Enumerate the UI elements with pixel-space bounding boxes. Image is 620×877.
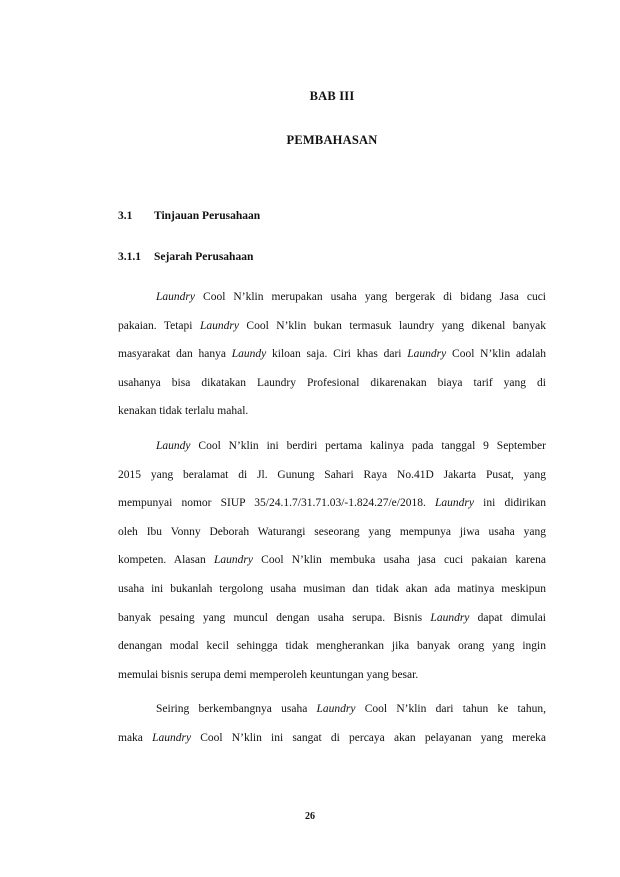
text-run: banyak pesaing yang muncul dengan usaha serupa. Bisnis [118,611,431,624]
text-line [118,518,546,547]
text-run: denangan modal kecil sehingga tidak mengherankan jika banyak orang yang ingin [118,640,546,653]
text-line [118,312,546,341]
paragraph [118,432,546,689]
text-run: Cool N’klin bukan termasuk laundry yang dikenal banyak [238,319,546,332]
text-run: Cool N’klin adalah [446,348,546,361]
text-line [118,695,546,724]
text-line [118,432,546,461]
section-title: Sejarah Perusahaan [154,251,254,263]
text-line [118,724,546,753]
section-heading-3-1 [118,210,260,222]
italic-term: Laundry [316,703,356,716]
section-heading-3-1-1 [118,251,253,263]
chapter-number: BAB III [309,89,355,103]
body-text [118,283,546,753]
text-line [118,369,546,398]
text-run: dapat dimulai [469,611,546,624]
text-run: Seiring berkembangnya usaha [156,703,317,716]
paragraph [118,283,546,426]
text-line [118,283,546,312]
text-run: ini didirikan [474,497,546,510]
text-run: 2015 yang beralamat di Jl. Gunung Sahari Raya No.41D Jakarta Pusat, yang [118,468,546,481]
text-line [118,340,546,369]
text-line [118,632,546,661]
text-run: Cool N’klin ini sangat di percaya akan pelayanan yang mereka [191,731,546,744]
text-line [118,397,546,426]
text-line [118,575,546,604]
text-line [118,661,546,690]
section-number: 3.1.1 [118,251,141,263]
text-run: oleh Ibu Vonny Deborah Waturangi seseorang yang mempunya jiwa usaha yang [118,525,546,538]
text-line [118,489,546,518]
section-number: 3.1 [118,210,133,222]
italic-term: Laundry [156,291,195,303]
page-number: 26 [305,811,315,822]
text-run: masyarakat dan hanya [118,348,232,361]
text-run: Cool N’klin dari tahun ke tahun, [355,703,546,716]
text-run: Cool N’klin membuka usaha jasa cuci pakaian karena [252,554,546,567]
text-run: usahanya bisa dikatakan Laundry Profesional dikarenakan biaya tarif yang di [118,376,546,389]
italic-term: Laundry [152,731,192,744]
text-line [118,546,546,575]
text-run: mempunyai nomor SIUP 35/24.1.7/31.71.03/-1.824.27/e/2018. [118,497,436,510]
italic-term: Laundry [213,554,253,567]
italic-term: Laundy [231,348,267,361]
paragraph [118,695,546,752]
italic-term: Laundry [199,319,239,332]
italic-term: Laundry [435,497,474,510]
text-run: usaha ini bukanlah tergolong usaha musiman dan tidak akan ada matinya meskipun [118,582,546,595]
text-run: kompeten. Alasan [118,554,214,567]
text-run: pakaian. Tetapi [118,319,200,332]
text-run: Cool N’klin merupakan usaha yang bergerak di bidang Jasa cuci [194,291,546,303]
italic-term: Laundy [156,439,191,452]
section-title: Tinjauan Perusahaan [154,210,261,222]
text-run: memulai bisnis serupa demi memperoleh keuntungan yang besar. [118,668,419,681]
italic-term: Laundry [430,611,470,624]
text-line [118,461,546,490]
text-line [118,604,546,633]
text-run: maka [118,731,153,744]
italic-term: Laundry [407,348,447,361]
text-run: Cool N’klin ini berdiri pertama kalinya pada tanggal 9 September [190,439,546,452]
text-run: kiloan saja. Ciri khas dari [266,348,408,361]
text-run: kenakan tidak terlalu mahal. [118,405,249,418]
chapter-title: PEMBAHASAN [286,133,378,147]
